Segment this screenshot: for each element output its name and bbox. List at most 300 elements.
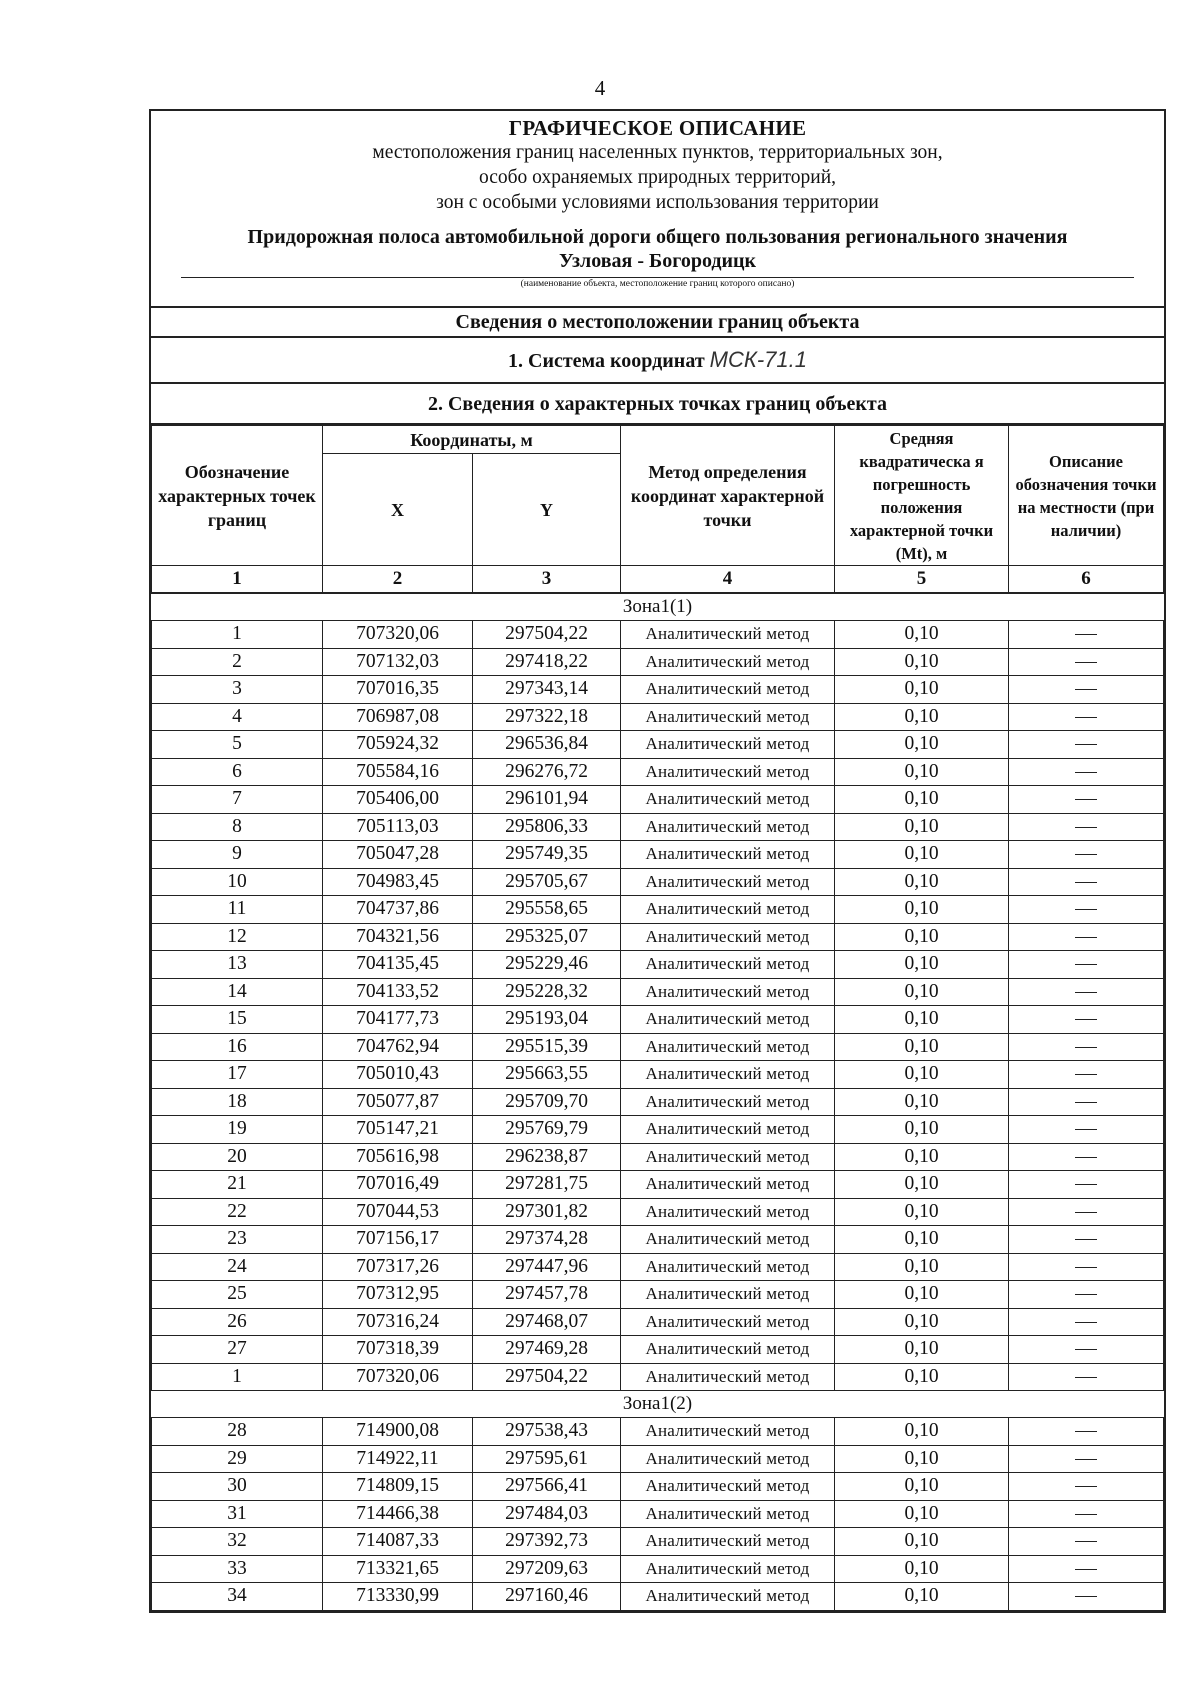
coord-y-cell: 297469,28 xyxy=(473,1336,621,1364)
point-number-cell: 15 xyxy=(152,1006,323,1034)
points-title: 2. Сведения о характерных точках границ объекта xyxy=(151,384,1164,425)
error-cell: 0,10 xyxy=(835,841,1009,869)
coord-x-cell: 704983,45 xyxy=(323,868,473,896)
error-cell: 0,10 xyxy=(835,1281,1009,1309)
error-cell: 0,10 xyxy=(835,1253,1009,1281)
dash-mark xyxy=(1075,1541,1097,1542)
dash-mark xyxy=(1075,1514,1097,1515)
table-row xyxy=(152,1500,1164,1528)
coord-y-cell: 297447,96 xyxy=(473,1253,621,1281)
method-cell: Аналитический метод xyxy=(621,1363,835,1391)
coord-x-cell: 707320,06 xyxy=(323,1363,473,1391)
coord-x-cell: 707016,49 xyxy=(323,1171,473,1199)
method-cell: Аналитический метод xyxy=(621,648,835,676)
dash-mark xyxy=(1075,1486,1097,1487)
point-number-cell: 7 xyxy=(152,786,323,814)
description-cell xyxy=(1009,621,1164,649)
method-cell: Аналитический метод xyxy=(621,1226,835,1254)
dash-mark xyxy=(1075,689,1097,690)
coord-y-cell: 297457,78 xyxy=(473,1281,621,1309)
point-number-cell: 2 xyxy=(152,648,323,676)
column-number: 2 xyxy=(323,566,473,594)
description-cell xyxy=(1009,786,1164,814)
coord-y-cell: 295193,04 xyxy=(473,1006,621,1034)
coord-y-cell: 295806,33 xyxy=(473,813,621,841)
error-cell: 0,10 xyxy=(835,1418,1009,1446)
point-number-cell: 16 xyxy=(152,1033,323,1061)
point-number-cell: 1 xyxy=(152,1363,323,1391)
table-row xyxy=(152,676,1164,704)
error-cell: 0,10 xyxy=(835,758,1009,786)
coord-y-cell: 296238,87 xyxy=(473,1143,621,1171)
coord-x-cell: 707156,17 xyxy=(323,1226,473,1254)
column-number: 4 xyxy=(621,566,835,594)
point-number-cell: 28 xyxy=(152,1418,323,1446)
coord-x-cell: 705077,87 xyxy=(323,1088,473,1116)
error-cell: 0,10 xyxy=(835,1061,1009,1089)
dash-mark xyxy=(1075,1047,1097,1048)
coordinate-system-value: МСК-71.1 xyxy=(709,347,807,372)
header-description: Описание обозначения точки на местности (при наличии) xyxy=(1009,426,1164,566)
coord-x-cell: 704177,73 xyxy=(323,1006,473,1034)
coord-y-cell: 295558,65 xyxy=(473,896,621,924)
coord-y-cell: 295228,32 xyxy=(473,978,621,1006)
error-cell: 0,10 xyxy=(835,923,1009,951)
coord-y-cell: 295229,46 xyxy=(473,951,621,979)
point-number-cell: 13 xyxy=(152,951,323,979)
coordinate-system xyxy=(151,338,1164,384)
description-cell xyxy=(1009,703,1164,731)
method-cell: Аналитический метод xyxy=(621,813,835,841)
table-row xyxy=(152,1555,1164,1583)
point-number-cell: 10 xyxy=(152,868,323,896)
description-cell xyxy=(1009,1143,1164,1171)
point-number-cell: 32 xyxy=(152,1528,323,1556)
table-row xyxy=(152,951,1164,979)
coord-y-cell: 295663,55 xyxy=(473,1061,621,1089)
point-number-cell: 19 xyxy=(152,1116,323,1144)
description-cell xyxy=(1009,923,1164,951)
coord-x-cell: 714809,15 xyxy=(323,1473,473,1501)
dash-mark xyxy=(1075,1184,1097,1185)
points-table-body xyxy=(152,593,1164,1610)
error-cell: 0,10 xyxy=(835,951,1009,979)
description-cell xyxy=(1009,648,1164,676)
dash-mark xyxy=(1075,634,1097,635)
dash-mark xyxy=(1075,1019,1097,1020)
document-title: ГРАФИЧЕСКОЕ ОПИСАНИЕ xyxy=(508,116,807,140)
method-cell: Аналитический метод xyxy=(621,923,835,951)
description-cell xyxy=(1009,1500,1164,1528)
coord-y-cell: 297343,14 xyxy=(473,676,621,704)
points-table xyxy=(151,425,1164,1611)
error-cell: 0,10 xyxy=(835,1555,1009,1583)
dash-mark xyxy=(1075,1157,1097,1158)
coord-x-cell: 705010,43 xyxy=(323,1061,473,1089)
page-number: 4 xyxy=(594,76,606,100)
description-cell xyxy=(1009,868,1164,896)
method-cell: Аналитический метод xyxy=(621,1198,835,1226)
method-cell: Аналитический метод xyxy=(621,896,835,924)
dash-mark xyxy=(1075,1322,1097,1323)
point-number-cell: 29 xyxy=(152,1445,323,1473)
description-cell xyxy=(1009,1006,1164,1034)
dash-mark xyxy=(1075,1102,1097,1103)
description-cell xyxy=(1009,1281,1164,1309)
method-cell: Аналитический метод xyxy=(621,731,835,759)
table-row xyxy=(152,978,1164,1006)
coord-x-cell: 704135,45 xyxy=(323,951,473,979)
point-number-cell: 26 xyxy=(152,1308,323,1336)
error-cell: 0,10 xyxy=(835,978,1009,1006)
dash-mark xyxy=(1075,909,1097,910)
description-cell xyxy=(1009,1363,1164,1391)
header-error: Средняя квадратическа я погрешность положения характерной точки (Mt), м xyxy=(835,426,1009,566)
coord-x-cell: 707318,39 xyxy=(323,1336,473,1364)
method-cell: Аналитический метод xyxy=(621,1555,835,1583)
zone-row xyxy=(152,1391,1164,1418)
method-cell: Аналитический метод xyxy=(621,841,835,869)
method-cell: Аналитический метод xyxy=(621,1528,835,1556)
error-cell: 0,10 xyxy=(835,868,1009,896)
column-number: 5 xyxy=(835,566,1009,594)
description-cell xyxy=(1009,1473,1164,1501)
method-cell: Аналитический метод xyxy=(621,1418,835,1446)
description-cell xyxy=(1009,1253,1164,1281)
dash-mark xyxy=(1075,799,1097,800)
coord-y-cell: 295705,67 xyxy=(473,868,621,896)
table-row xyxy=(152,841,1164,869)
table-row xyxy=(152,1528,1164,1556)
method-cell: Аналитический метод xyxy=(621,951,835,979)
point-number-cell: 24 xyxy=(152,1253,323,1281)
dash-mark xyxy=(1075,1074,1097,1075)
point-number-cell: 34 xyxy=(152,1583,323,1611)
point-number-cell: 31 xyxy=(152,1500,323,1528)
description-cell xyxy=(1009,1336,1164,1364)
document-header xyxy=(151,111,1164,308)
table-row xyxy=(152,923,1164,951)
method-cell: Аналитический метод xyxy=(621,1006,835,1034)
method-cell: Аналитический метод xyxy=(621,1033,835,1061)
error-cell: 0,10 xyxy=(835,1363,1009,1391)
table-row xyxy=(152,1583,1164,1611)
error-cell: 0,10 xyxy=(835,731,1009,759)
table-row xyxy=(152,1226,1164,1254)
error-cell: 0,10 xyxy=(835,1171,1009,1199)
method-cell: Аналитический метод xyxy=(621,676,835,704)
coord-x-cell: 707320,06 xyxy=(323,621,473,649)
coord-y-cell: 297209,63 xyxy=(473,1555,621,1583)
coord-x-cell: 707044,53 xyxy=(323,1198,473,1226)
dash-mark xyxy=(1075,1267,1097,1268)
point-number-cell: 1 xyxy=(152,621,323,649)
method-cell: Аналитический метод xyxy=(621,1336,835,1364)
table-row xyxy=(152,1336,1164,1364)
coord-x-cell: 707312,95 xyxy=(323,1281,473,1309)
section-title: Сведения о местоположении границ объекта xyxy=(151,308,1164,338)
table-row xyxy=(152,1006,1164,1034)
description-cell xyxy=(1009,1198,1164,1226)
dash-mark xyxy=(1075,1431,1097,1432)
error-cell: 0,10 xyxy=(835,1088,1009,1116)
method-cell: Аналитический метод xyxy=(621,1116,835,1144)
method-cell: Аналитический метод xyxy=(621,1445,835,1473)
column-number: 1 xyxy=(152,566,323,594)
dash-mark xyxy=(1075,1349,1097,1350)
coord-y-cell: 297504,22 xyxy=(473,621,621,649)
zone-label: Зона1(1) xyxy=(152,593,1164,621)
zone-label: Зона1(2) xyxy=(152,1391,1164,1418)
dash-mark xyxy=(1075,772,1097,773)
coordinate-system-label: 1. Система координат xyxy=(508,350,705,372)
coord-x-cell: 705584,16 xyxy=(323,758,473,786)
method-cell: Аналитический метод xyxy=(621,1500,835,1528)
dash-mark xyxy=(1075,1596,1097,1597)
coord-y-cell: 296276,72 xyxy=(473,758,621,786)
description-cell xyxy=(1009,676,1164,704)
point-number-cell: 6 xyxy=(152,758,323,786)
zone-row xyxy=(152,593,1164,621)
object-name-line2: Узловая - Богородицк xyxy=(558,250,757,272)
coord-x-cell: 714922,11 xyxy=(323,1445,473,1473)
coord-x-cell: 705047,28 xyxy=(323,841,473,869)
table-row xyxy=(152,868,1164,896)
dash-mark xyxy=(1075,827,1097,828)
error-cell: 0,10 xyxy=(835,1033,1009,1061)
coord-y-cell: 297484,03 xyxy=(473,1500,621,1528)
method-cell: Аналитический метод xyxy=(621,1308,835,1336)
description-cell xyxy=(1009,1033,1164,1061)
table-row xyxy=(152,896,1164,924)
description-cell xyxy=(1009,1171,1164,1199)
table-row xyxy=(152,1088,1164,1116)
coord-x-cell: 707317,26 xyxy=(323,1253,473,1281)
point-number-cell: 18 xyxy=(152,1088,323,1116)
header-y: Y xyxy=(473,454,621,566)
dash-mark xyxy=(1075,717,1097,718)
subtitle-line: зон с особыми условиями использования территории xyxy=(436,192,879,213)
table-row xyxy=(152,731,1164,759)
coord-x-cell: 704321,56 xyxy=(323,923,473,951)
object-caption: (наименование объекта, местоположение границ которого описано) xyxy=(520,279,795,289)
point-number-cell: 30 xyxy=(152,1473,323,1501)
dash-mark xyxy=(1075,1212,1097,1213)
coord-y-cell: 295749,35 xyxy=(473,841,621,869)
header-x: X xyxy=(323,454,473,566)
description-cell xyxy=(1009,841,1164,869)
method-cell: Аналитический метод xyxy=(621,978,835,1006)
coord-y-cell: 297595,61 xyxy=(473,1445,621,1473)
point-number-cell: 5 xyxy=(152,731,323,759)
method-cell: Аналитический метод xyxy=(621,1583,835,1611)
table-row xyxy=(152,1281,1164,1309)
error-cell: 0,10 xyxy=(835,703,1009,731)
table-row xyxy=(152,1143,1164,1171)
description-cell xyxy=(1009,1061,1164,1089)
method-cell: Аналитический метод xyxy=(621,1473,835,1501)
description-cell xyxy=(1009,813,1164,841)
error-cell: 0,10 xyxy=(835,1308,1009,1336)
dash-mark xyxy=(1075,1377,1097,1378)
coord-y-cell: 297468,07 xyxy=(473,1308,621,1336)
coord-y-cell: 297374,28 xyxy=(473,1226,621,1254)
method-cell: Аналитический метод xyxy=(621,1143,835,1171)
description-cell xyxy=(1009,731,1164,759)
error-cell: 0,10 xyxy=(835,1006,1009,1034)
method-cell: Аналитический метод xyxy=(621,703,835,731)
coord-y-cell: 297418,22 xyxy=(473,648,621,676)
subtitle-line: особо охраняемых природных территорий, xyxy=(479,167,836,188)
table-row xyxy=(152,648,1164,676)
point-number-cell: 22 xyxy=(152,1198,323,1226)
table-row xyxy=(152,1061,1164,1089)
dash-mark xyxy=(1075,854,1097,855)
document-frame xyxy=(149,109,1166,1613)
coord-y-cell: 297160,46 xyxy=(473,1583,621,1611)
method-cell: Аналитический метод xyxy=(621,1088,835,1116)
point-number-cell: 3 xyxy=(152,676,323,704)
point-number-cell: 27 xyxy=(152,1336,323,1364)
dash-mark xyxy=(1075,1239,1097,1240)
coord-y-cell: 297538,43 xyxy=(473,1418,621,1446)
table-row xyxy=(152,1473,1164,1501)
error-cell: 0,10 xyxy=(835,621,1009,649)
coord-x-cell: 713330,99 xyxy=(323,1583,473,1611)
description-cell xyxy=(1009,1226,1164,1254)
error-cell: 0,10 xyxy=(835,1473,1009,1501)
method-cell: Аналитический метод xyxy=(621,1281,835,1309)
description-cell xyxy=(1009,1555,1164,1583)
error-cell: 0,10 xyxy=(835,813,1009,841)
subtitle-line: местоположения границ населенных пунктов, территориальных зон, xyxy=(372,142,943,163)
description-cell xyxy=(1009,758,1164,786)
coord-x-cell: 714087,33 xyxy=(323,1528,473,1556)
header-point: Обозначение характерных точек границ xyxy=(152,426,323,566)
point-number-cell: 9 xyxy=(152,841,323,869)
description-cell xyxy=(1009,1583,1164,1611)
coord-x-cell: 713321,65 xyxy=(323,1555,473,1583)
coord-x-cell: 705616,98 xyxy=(323,1143,473,1171)
coord-y-cell: 297322,18 xyxy=(473,703,621,731)
description-cell xyxy=(1009,1116,1164,1144)
table-row xyxy=(152,1253,1164,1281)
error-cell: 0,10 xyxy=(835,786,1009,814)
coord-y-cell: 297392,73 xyxy=(473,1528,621,1556)
coord-y-cell: 295325,07 xyxy=(473,923,621,951)
description-cell xyxy=(1009,1418,1164,1446)
dash-mark xyxy=(1075,1129,1097,1130)
point-number-cell: 33 xyxy=(152,1555,323,1583)
coord-x-cell: 705406,00 xyxy=(323,786,473,814)
coord-x-cell: 714466,38 xyxy=(323,1500,473,1528)
point-number-cell: 21 xyxy=(152,1171,323,1199)
coord-y-cell: 295709,70 xyxy=(473,1088,621,1116)
coord-x-cell: 707132,03 xyxy=(323,648,473,676)
error-cell: 0,10 xyxy=(835,1143,1009,1171)
coord-x-cell: 704133,52 xyxy=(323,978,473,1006)
point-number-cell: 23 xyxy=(152,1226,323,1254)
coord-x-cell: 707316,24 xyxy=(323,1308,473,1336)
coord-x-cell: 707016,35 xyxy=(323,676,473,704)
coord-y-cell: 295769,79 xyxy=(473,1116,621,1144)
error-cell: 0,10 xyxy=(835,1226,1009,1254)
table-row xyxy=(152,1363,1164,1391)
point-number-cell: 12 xyxy=(152,923,323,951)
coord-x-cell: 714900,08 xyxy=(323,1418,473,1446)
header-coords: Координаты, м xyxy=(323,426,621,454)
header-method: Метод определения координат характерной точки xyxy=(621,426,835,566)
error-cell: 0,10 xyxy=(835,896,1009,924)
point-number-cell: 17 xyxy=(152,1061,323,1089)
column-numbers-row xyxy=(152,566,1164,594)
error-cell: 0,10 xyxy=(835,1500,1009,1528)
table-row xyxy=(152,703,1164,731)
table-row xyxy=(152,1033,1164,1061)
error-cell: 0,10 xyxy=(835,648,1009,676)
method-cell: Аналитический метод xyxy=(621,868,835,896)
dash-mark xyxy=(1075,937,1097,938)
table-row xyxy=(152,621,1164,649)
table-row xyxy=(152,1171,1164,1199)
point-number-cell: 11 xyxy=(152,896,323,924)
description-cell xyxy=(1009,1528,1164,1556)
dash-mark xyxy=(1075,744,1097,745)
coord-y-cell: 297504,22 xyxy=(473,1363,621,1391)
method-cell: Аналитический метод xyxy=(621,1171,835,1199)
point-number-cell: 8 xyxy=(152,813,323,841)
description-cell xyxy=(1009,1445,1164,1473)
dash-mark xyxy=(1075,1459,1097,1460)
description-cell xyxy=(1009,896,1164,924)
error-cell: 0,10 xyxy=(835,1198,1009,1226)
table-row xyxy=(152,813,1164,841)
coord-x-cell: 704762,94 xyxy=(323,1033,473,1061)
dash-mark xyxy=(1075,662,1097,663)
coord-x-cell: 705147,21 xyxy=(323,1116,473,1144)
point-number-cell: 14 xyxy=(152,978,323,1006)
point-number-cell: 25 xyxy=(152,1281,323,1309)
dash-mark xyxy=(1075,964,1097,965)
dash-mark xyxy=(1075,882,1097,883)
dash-mark xyxy=(1075,992,1097,993)
coord-y-cell: 297301,82 xyxy=(473,1198,621,1226)
coord-x-cell: 706987,08 xyxy=(323,703,473,731)
column-number: 3 xyxy=(473,566,621,594)
table-row xyxy=(152,1418,1164,1446)
column-number: 6 xyxy=(1009,566,1164,594)
description-cell xyxy=(1009,1088,1164,1116)
coord-y-cell: 297281,75 xyxy=(473,1171,621,1199)
coord-x-cell: 705924,32 xyxy=(323,731,473,759)
table-row xyxy=(152,786,1164,814)
table-row xyxy=(152,1445,1164,1473)
coord-y-cell: 296101,94 xyxy=(473,786,621,814)
description-cell xyxy=(1009,951,1164,979)
error-cell: 0,10 xyxy=(835,1445,1009,1473)
error-cell: 0,10 xyxy=(835,1528,1009,1556)
description-cell xyxy=(1009,1308,1164,1336)
point-number-cell: 20 xyxy=(152,1143,323,1171)
error-cell: 0,10 xyxy=(835,1336,1009,1364)
point-number-cell: 4 xyxy=(152,703,323,731)
dash-mark xyxy=(1075,1294,1097,1295)
table-row xyxy=(152,758,1164,786)
coord-y-cell: 297566,41 xyxy=(473,1473,621,1501)
method-cell: Аналитический метод xyxy=(621,1061,835,1089)
table-row xyxy=(152,1116,1164,1144)
error-cell: 0,10 xyxy=(835,676,1009,704)
